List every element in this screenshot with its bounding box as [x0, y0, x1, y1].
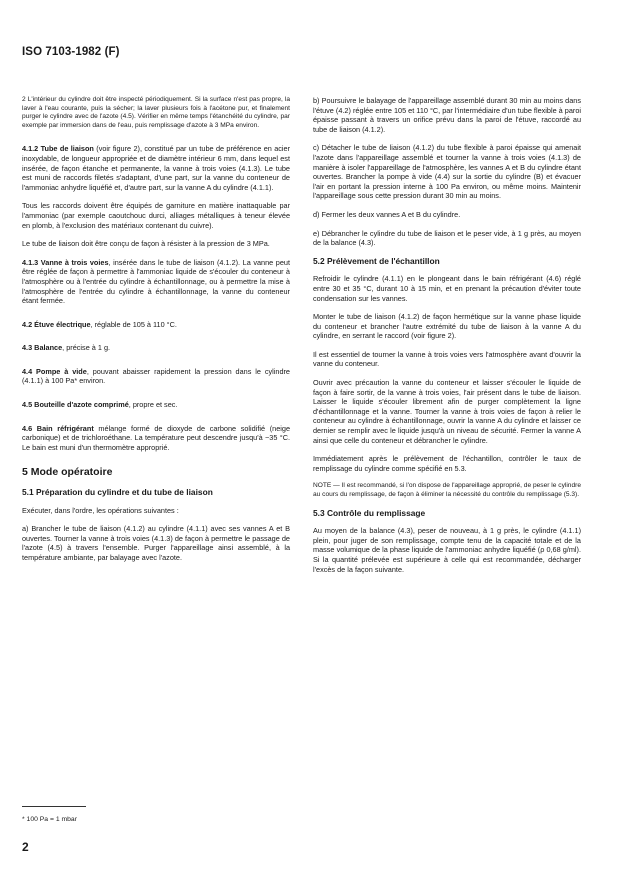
note-2: 2 L'intérieur du cylindre doit être inspecté périodiquement. Si la surface n'est pas propre, la laver à l'eau courante, puis la sécher; la laver plusieurs fois à l'acétone pur, et finalement purger le cylindre avec de l'azote (4.5). Vérifier en même temps l'étanchéité du cylindre, par exemple par immersion dans de l'eau, puis remplissage d'azote à 3 MPa environ.: [22, 96, 290, 129]
section-4-1-2-text: (voir figure 2), constitué par un tube de préférence en acier inoxydable, de longueur appropriée et de diamètre intérieur 6 mm, dans lequel est insérée, de façon étanche et permanente, la vanne à trois voies (4.1.3). Le tube est muni de raccords filetés s'adaptant, d'une part, sur la vanne du conteneur de l'ammoniac anhydre liquéfié et, d'autre part, sur la vanne A du cylindre (4.1.1).: [22, 144, 291, 192]
section-4-1-3: [22, 258, 290, 306]
section-5-2-paragraph-1: Refroidir le cylindre (4.1.1) en le plongeant dans le bain réfrigérant (4.6) réglé entre 30 et 35 °C, durant 10 à 15 min, et en prenant la précaution d'éviter toute condensation sur les vannes.: [313, 274, 581, 303]
section-5-2-paragraph-4: Ouvrir avec précaution la vanne du conteneur et laisser s'écouler le liquide de façon à faire sortir, de la vanne à trois voies, l'air présent dans le tube de liaison. Laisser le liquide s'écouler librement afin de purger complètement la ligne d'échantillonnage et la vanne. Tourner la vanne à trois voies de façon à relier le conteneur au cylindre à échantillonnage, ouvrir la vanne A du cylindre et laisser ce dernier se remplir avec le liquide jusqu'à un niveau de sécurité. Fermer la vanne A ainsi que celle du conteneur et débrancher le cylindre.: [313, 378, 581, 445]
left-column: [22, 96, 290, 572]
section-4-6-title: 4.6 Bain réfrigérant: [22, 423, 94, 433]
section-4-1-3-text: , insérée dans le tube de liaison (4.1.2). La vanne peut être réglée de façon à permettre à l'ammoniac liquide de s'écouler du conteneur à l'atmosphère ou à l'entrée du cylindre à échantillonnage, ou à permettre la mise à l'atmosphère de l'entrée du cylindre à échantillonnage, la vanne du conteneur étant fermée.: [22, 257, 290, 306]
paragraph-raccords: Tous les raccords doivent être équipés de garniture en matière inattaquable par l'ammoniac (par exemple caoutchouc durci, alliages métalliques à teneur élevée en plomb, à l'exclusion des matériaux contenant du cuivre).: [22, 201, 290, 230]
step-a: a) Brancher le tube de liaison (4.1.2) au cylindre (4.1.1) avec ses vannes A et B ouvertes. Tourner la vanne à trois voies (4.1.3) de façon à permettre le passage de l'azote (4.5) à travers l'ensemble. Purger l'appareillage ainsi assemblé, à la température ambiante, par balayage avec l'azote.: [22, 524, 290, 562]
step-d: d) Fermer les deux vannes A et B du cylindre.: [313, 209, 461, 219]
step-c: c) Détacher le tube de liaison (4.1.2) du tube flexible à paroi épaisse qui amenait l'azote dans l'appareillage assemblé et tourner la vanne à trois voies (4.1.3) de manière à isoler l'appareillage de l'atmosphère, les vannes A et B du cylindre étant ouvertes. Brancher la pompe à vide (4.4) sur la sortie du cylindre (B) et évacuer l'air en portant la pression interne à 100 Pa environ, ou même moins. Maintenir l'appareillage sous cette pression durant 30 min au moins.: [313, 143, 581, 201]
section-5-2-paragraph-5: Immédiatement après le prélèvement de l'échantillon, contrôler le taux de remplissage du cylindre comme spécifié en 5.3.: [313, 454, 581, 473]
step-e: e) Débrancher le cylindre du tube de liaison et le peser vide, à 1 g près, au moyen de la balance (4.3).: [313, 228, 581, 248]
section-5-2-heading: 5.2 Prélèvement de l'échantillon: [313, 255, 440, 266]
section-5-1-intro: Exécuter, dans l'ordre, les opérations suivantes :: [22, 505, 179, 515]
section-5-2-paragraph-2: Monter le tube de liaison (4.1.2) de façon hermétique sur la vanne phase liquide du conteneur et brancher l'autre extrémité du tube de liaison à la vanne A du cylindre, en serrant le raccord (voir figure 2).: [313, 312, 581, 341]
step-b: b) Poursuivre le balayage de l'appareillage assemblé durant 30 min au moins dans l'étuve (4.2) réglée entre 105 et 110 °C, par l'intermédiaire d'un tube flexible à paroi épaisse passant à travers un orifice prévu dans la paroi de l'étuve, raccordé au tube de liaison (4.1.2).: [313, 96, 581, 134]
section-4-5-text: , propre et sec.: [128, 400, 178, 410]
page-number: 2: [22, 840, 29, 854]
footnote-divider: [22, 806, 86, 807]
section-5-2-note: NOTE — Il est recommandé, si l'on dispose de l'appareillage approprié, de peser le cylindre au cours du remplissage, de façon à éliminer la nécessité du contrôle du remplissage (5.3).: [313, 482, 581, 498]
section-4-5-title: 4.5 Bouteille d'azote comprimé: [22, 400, 129, 410]
section-4-5: [22, 400, 290, 410]
section-4-4-title: 4.4 Pompe à vide: [22, 366, 87, 376]
section-4-3-title: 4.3 Balance: [22, 343, 63, 353]
section-4-1-2: [22, 144, 290, 192]
section-4-6-text: mélange formé de dioxyde de carbone solidifié (neige carbonique) et de trichloroéthane. La température peut descendre jusqu'à −35 °C. Le bain est muni d'un thermomètre approprié.: [22, 423, 290, 452]
section-4-1-2-title: 4.1.2 Tube de liaison: [22, 144, 94, 154]
section-4-2-title: 4.2 Étuve électrique: [22, 319, 91, 329]
section-5-3-paragraph-1: Au moyen de la balance (4.3), peser de nouveau, à 1 g près, le cylindre (4.1.1) plein, pour juger de son remplissage, compte tenu de la capacité totale et de la masse volumique de la phase liquide de l'ammoniac anhydre liquéfié (ρ 0,68 g/ml). Si la quantité prélevée est supérieure à celle qui est recommandée, décharger l'excès de la façon suivante.: [313, 526, 581, 574]
section-5-heading: 5 Mode opératoire: [22, 466, 113, 479]
section-4-1-3-title: 4.1.3 Vanne à trois voies: [22, 257, 109, 267]
section-4-4: [22, 367, 290, 386]
footnote: * 100 Pa = 1 mbar: [22, 816, 77, 823]
standard-reference: ISO 7103-1982 (F): [22, 46, 120, 58]
section-4-2: [22, 320, 290, 330]
right-column: [313, 96, 581, 583]
section-4-6: [22, 424, 290, 453]
section-4-2-text: , réglable de 105 à 110 °C.: [90, 319, 177, 329]
section-5-3-heading: 5.3 Contrôle du remplissage: [313, 507, 426, 518]
section-4-4-text: , pouvant abaisser rapidement la pression dans le cylindre (4.1.1) à 100 Pa* environ.: [22, 366, 290, 386]
section-5-2-paragraph-3: Il est essentiel de tourner la vanne à trois voies vers l'atmosphère avant d'ouvrir la vanne du conteneur.: [313, 349, 581, 369]
section-5-1-heading: 5.1 Préparation du cylindre et du tube de liaison: [22, 487, 213, 498]
paragraph-pression: Le tube de liaison doit être conçu de façon à résister à la pression de 3 MPa.: [22, 239, 270, 249]
section-4-3-text: , précise à 1 g.: [62, 343, 111, 353]
section-4-3: [22, 343, 290, 353]
